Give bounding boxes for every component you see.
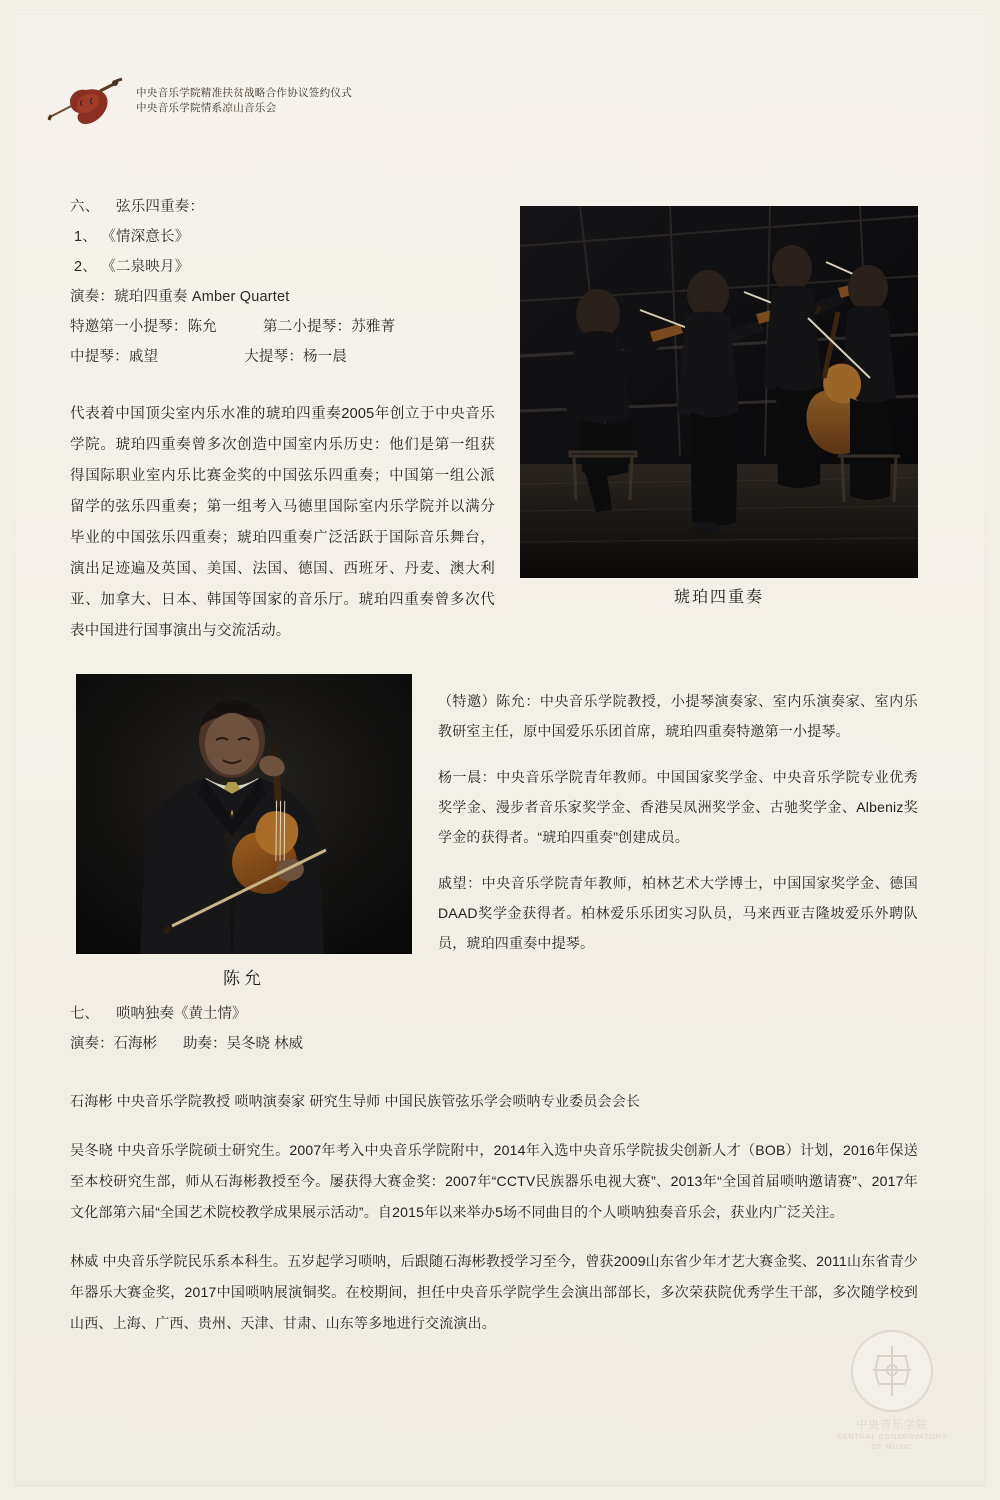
role-1-label: 特邀第一小提琴： (70, 319, 188, 335)
role-4-label: 大提琴： (244, 349, 304, 365)
item-1-name: 《情深意长》 (101, 229, 190, 245)
program-section-6 (70, 192, 490, 372)
performer-bios (438, 686, 918, 974)
section-7-title: 唢呐独奏《黄土情》 (116, 1006, 247, 1022)
suona-performer-value: 石海彬 (113, 1036, 157, 1052)
quartet-performance-photo (520, 206, 918, 578)
page-content (14, 14, 986, 1486)
assist-value: 吴冬晓 林威 (226, 1036, 304, 1052)
section-6-title: 弦乐四重奏： (116, 199, 205, 215)
bio-yang-yichen: 杨一晨：中央音乐学院青年教师。中国国家奖学金、中央音乐学院专业优秀奖学金、漫步者音乐家奖学金、香港吴凤洲奖学金、古驰奖学金、Albeniz奖学金的获得者。“琥珀四重奏”创建成员。 (438, 769, 918, 845)
bio-qi-wang: 戚望：中央音乐学院青年教师，柏林艺术大学博士，中国国家奖学金、德国DAAD奖学金获得者。柏林爱乐乐团实习队员，马来西亚吉隆坡爱乐外聘队员，琥珀四重奏中提琴。 (438, 875, 918, 951)
section-6-role-row-2 (70, 342, 490, 372)
note-lin-wei: 林威 中央音乐学院民乐系本科生。五岁起学习唢呐，后跟随石海彬教授学习至今，曾获2009山东省少年才艺大赛金奖、2011山东省青少年器乐大赛金奖，2017中国唢呐展演铜奖。在校期间，担任中央音乐学院学生会演出部部长，多次荣获院优秀学生干部，多次随学校到 山西、上海、广西、贵州、天津、甘肃、山东等多地进行交流演出。 (70, 1253, 918, 1331)
watermark-en-line-2: OF MUSIC (871, 1442, 913, 1451)
item-2-number: 2、 (74, 259, 97, 275)
item-1-number: 1、 (74, 229, 97, 245)
quartet-intro-paragraph: 代表着中国顶尖室内乐水准的琥珀四重奏2005年创立于中央音乐学院。琥珀四重奏曾多次创造中国室内乐历史：他们是第一组获得国际职业室内乐比赛金奖的中国弦乐四重奏；中国第一组公派留学的弦乐四重奏；第一组考入马德里国际室内乐学院并以满分毕业的中国弦乐四重奏；琥珀四重奏广泛活跃于国际音乐舞台，演出足迹遍及英国、美国、法国、德国、西班牙、丹麦、澳大利亚、加拿大、日本、韩国等国家的音乐厅。琥珀四重奏曾多次代表中国进行国事演出与交流活动。 (70, 406, 495, 639)
role-3-label: 中提琴： (70, 349, 129, 365)
role-4-value: 杨一晨 (303, 349, 348, 365)
conservatory-seal-icon (851, 1330, 933, 1412)
quartet-photo-caption: 琥珀四重奏 (673, 589, 764, 606)
header-line-2: 中央音乐学院情系凉山音乐会 (136, 102, 277, 114)
performer-value: 琥珀四重奏 Amber Quartet (114, 289, 290, 305)
violinist-portrait-photo (76, 674, 412, 954)
bio-chen-yun: （特邀）陈允：中央音乐学院教授，小提琴演奏家、室内乐演奏家、室内乐教研室主任，原中国爱乐乐团首席，琥珀四重奏特邀第一小提琴。 (438, 693, 918, 739)
role-1-value: 陈允 (187, 319, 218, 335)
section-6-performer (70, 282, 490, 312)
suona-performer-notes (70, 1086, 918, 1357)
note-shi-haibin: 石海彬 中央音乐学院教授 唢呐演奏家 研究生导师 中国民族管弦乐学会唢呐专业委员会会长 (70, 1093, 641, 1109)
watermark-en-line-1: CENTRAL CONSERVATORY (836, 1432, 948, 1441)
program-section-7 (70, 999, 570, 1059)
performer-label: 演奏： (70, 289, 115, 305)
role-2-label: 第二小提琴： (263, 319, 352, 335)
portrait-photo-caption: 陈允 (223, 969, 265, 988)
header-line-1: 中央音乐学院精准扶贫战略合作协议签约仪式 (136, 87, 352, 99)
section-7-performer (70, 1029, 570, 1059)
section-6-role-row-1 (70, 312, 490, 342)
section-6-heading (70, 192, 490, 222)
conservatory-watermark (836, 1330, 948, 1452)
section-7-number: 七、 (70, 1006, 99, 1022)
note-wu-dongxiao: 吴冬晓 中央音乐学院硕士研究生。2007年考入中央音乐学院附中，2014年入选中央音乐学院拔尖创新人才（BOB）计划，2016年保送至本校研究生部，师从石海彬教授至今。屡获得大赛金奖：2007年“CCTV民族器乐电视大赛”、2013年“全国首届唢呐邀请赛”、2017年文化部第六届“全国艺术院校教学成果展示活动”。自2015年以来举办5场不同曲目的个人唢呐独奏音乐会，获业内广泛关注。 (70, 1142, 918, 1220)
header-title-block (136, 86, 352, 116)
section-6-number: 六、 (70, 199, 100, 215)
document-header (44, 66, 464, 136)
section-7-heading (70, 999, 570, 1029)
assist-label: 助奏： (183, 1036, 227, 1052)
suona-performer-label: 演奏： (70, 1036, 114, 1052)
watermark-cn-name: 中央音乐学院 (856, 1419, 928, 1431)
role-3-value: 戚望 (128, 349, 159, 365)
role-2-value: 苏雅菁 (351, 319, 396, 335)
section-6-item-2 (70, 252, 490, 282)
section-6-item-1 (70, 222, 490, 252)
item-2-name: 《二泉映月》 (101, 259, 190, 275)
violin-bow-icon (44, 74, 128, 130)
